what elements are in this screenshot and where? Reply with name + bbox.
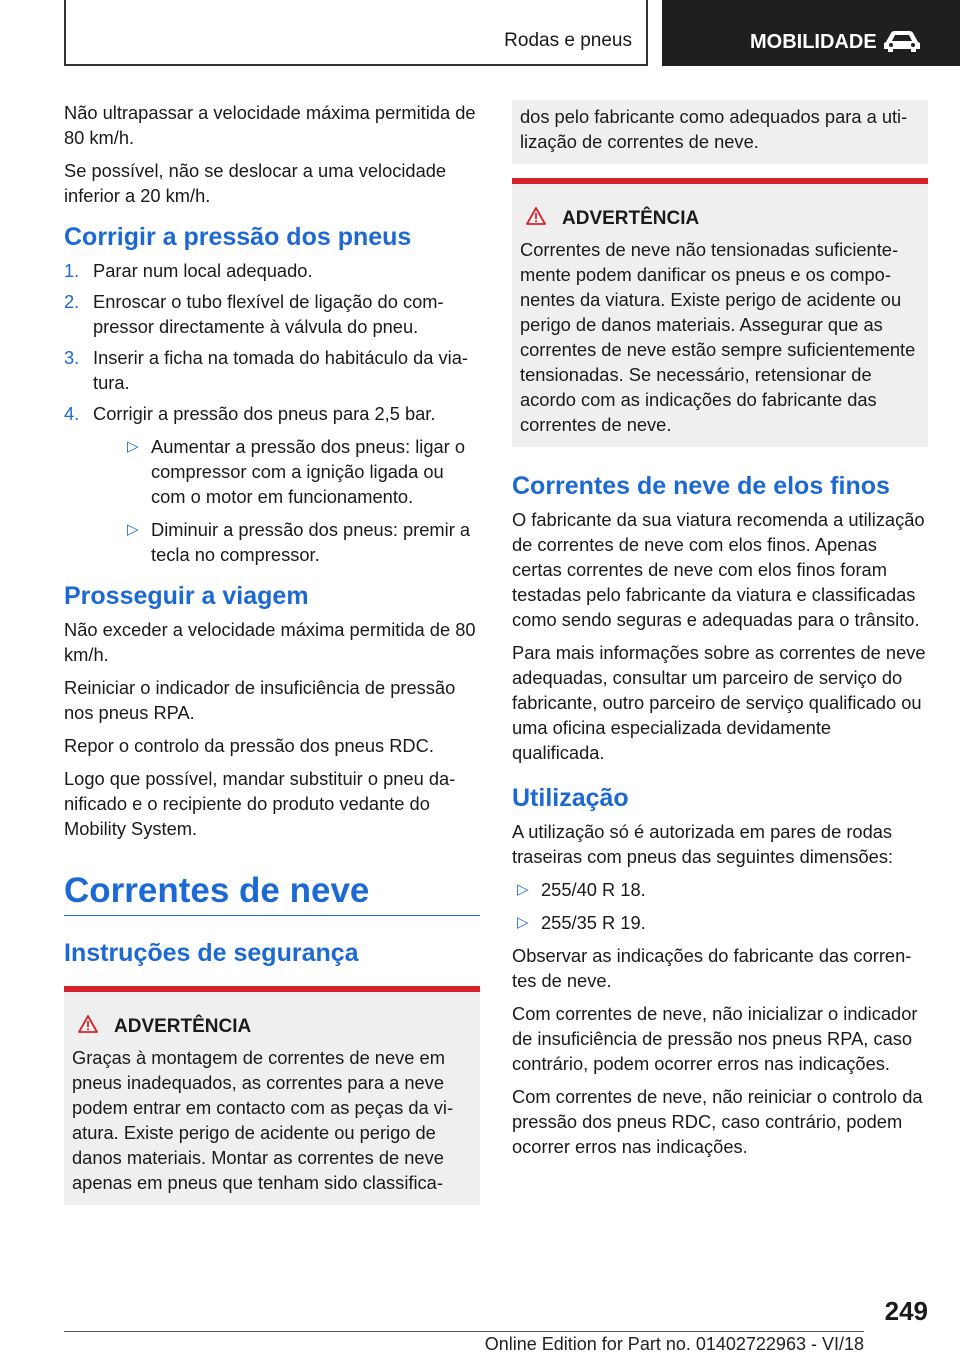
heading-prosseguir-viagem: Prosseguir a viagem xyxy=(64,582,309,610)
car-icon xyxy=(882,30,922,52)
warning-box xyxy=(512,178,928,447)
heading-elos-finos: Correntes de neve de elos finos xyxy=(512,472,890,500)
warning-title xyxy=(544,206,920,231)
triangle-bullet-icon: ▷ xyxy=(517,914,529,931)
heading-utilizacao: Utilização xyxy=(512,784,629,812)
right-column xyxy=(512,100,928,1167)
heading-instrucoes-seguranca: Instruções de segurança xyxy=(64,939,359,967)
list-item xyxy=(64,401,480,567)
step-text: Parar num local adequado. xyxy=(93,260,313,281)
footer-edition: Online Edition for Part no. 01402722963 - VI/18 xyxy=(484,1334,864,1354)
list-item xyxy=(64,345,480,395)
page-number: 249 xyxy=(884,1296,928,1326)
list-item xyxy=(64,289,480,339)
step-text: Corrigir a pressão dos pneus para 2,5 bar. xyxy=(93,403,436,424)
warning-text: Graças à montagem de correntes de neve em pneus inadequados, as correntes para a neve podem entrar em contacto com as peças da viatura. Existe perigo de acidente ou perigo de danos materiais. Montar as correntes de neve apenas em pneus que tenham sido classifica- xyxy=(72,1047,454,1193)
header-chapter-tab[interactable] xyxy=(662,0,960,66)
paragraph: A utilização só é autorizada em pares de rodas traseiras com pneus das seguintes dimensões: xyxy=(512,821,894,867)
warning-title xyxy=(96,1014,472,1039)
paragraph: Reiniciar o indicador de insuficiência de pressão nos pneus RPA. xyxy=(64,677,456,723)
paragraph: Com correntes de neve, não reiniciar o controlo da pressão dos pneus RDC, caso contrário, podem ocorrer erros nas indicações. xyxy=(512,1086,923,1157)
steps-list xyxy=(64,258,480,567)
list-item xyxy=(512,877,928,902)
header-section-title: Rodas e pneus xyxy=(504,0,648,64)
step-number: 4. xyxy=(64,403,80,424)
step-text: Enroscar o tubo flexível de ligação do compressor directamente à válvula do pneu. xyxy=(93,291,444,337)
triangle-bullet-icon: ▷ xyxy=(127,438,139,455)
step-number: 1. xyxy=(64,260,80,281)
warning-box xyxy=(64,986,480,1205)
bullet-text: Aumentar a pressão dos pneus: ligar o compressor com a ignição ligada ou com o motor em funcionamento. xyxy=(151,436,466,507)
paragraph: Com correntes de neve, não inicializar o indicador de insuficiência de pressão nos pneus RPA, caso contrário, podem ocorrer erros nas indicações. xyxy=(512,1003,918,1074)
paragraph: O fabricante da sua viatura recomenda a utilização de correntes de neve com elos finos. Apenas certas correntes de neve com elos finos foram testadas pelo fabricante da viatura e classificadas como sendo seguras e adequadas para o trânsito. xyxy=(512,509,925,630)
triangle-bullet-icon: ▷ xyxy=(517,881,529,898)
heading-corrigir-pressao: Corrigir a pressão dos pneus xyxy=(64,223,412,251)
step-number: 2. xyxy=(64,291,80,312)
heading-correntes-de-neve: Correntes de neve xyxy=(64,869,480,916)
page-header xyxy=(64,0,960,66)
paragraph: Para mais informações sobre as correntes de neve adequadas, consultar um parceiro de serviço do fabricante, outro parceiro de serviço qualificado ou uma oficina especializada devidamente qualificada. xyxy=(512,642,926,763)
triangle-bullet-icon: ▷ xyxy=(127,521,139,538)
warning-triangle-icon xyxy=(526,207,546,225)
sub-bullet-list xyxy=(122,434,480,567)
warning-text: dos pelo fabricante como adequados para a utilização de correntes de neve. xyxy=(520,106,908,152)
dimension-bullet-list xyxy=(512,877,928,935)
step-number: 3. xyxy=(64,347,80,368)
list-item xyxy=(64,258,480,283)
footer-rule xyxy=(64,1331,864,1332)
bullet-text: 255/35 R 19. xyxy=(541,912,646,933)
list-item xyxy=(512,910,928,935)
paragraph: Repor o controlo da pressão dos pneus RDC. xyxy=(64,735,434,756)
list-item xyxy=(122,517,480,567)
header-left-rule xyxy=(64,0,66,66)
warning-triangle-icon xyxy=(78,1015,98,1033)
paragraph: Se possível, não se deslocar a uma velocidade inferior a 20 km/h. xyxy=(64,160,447,206)
header-chapter-label: MOBILIDADE xyxy=(750,31,877,53)
warning-box-continued xyxy=(512,100,928,164)
paragraph: Não ultrapassar a velocidade máxima permitida de 80 km/h. xyxy=(64,102,476,148)
warning-title-text: ADVERTÊNCIA xyxy=(114,1016,252,1037)
paragraph: Não exceder a velocidade máxima permitida de 80 km/h. xyxy=(64,619,476,665)
bullet-text: Diminuir a pressão dos pneus: premir a tecla no compressor. xyxy=(151,519,471,565)
left-column xyxy=(64,100,480,1205)
paragraph: Logo que possível, mandar substituir o pneu danificado e o recipiente do produto vedante do Mobility System. xyxy=(64,768,456,839)
header-bottom-rule xyxy=(64,64,648,66)
paragraph: Observar as indicações do fabricante das correntes de neve. xyxy=(512,945,912,991)
warning-text: Correntes de neve não tensionadas suficientemente podem danificar os pneus e os componentes da viatura. Existe perigo de acidente ou perigo de danos materiais. Assegurar que as correntes de neve estão sempre suficientemente tensionadas. Se necessário, retensionar de acordo com as indicações do fabricante das correntes de neve. xyxy=(520,239,916,435)
step-text: Inserir a ficha na tomada do habitáculo da viatura. xyxy=(93,347,468,393)
warning-title-text: ADVERTÊNCIA xyxy=(562,208,700,229)
bullet-text: 255/40 R 18. xyxy=(541,879,646,900)
list-item xyxy=(122,434,480,509)
